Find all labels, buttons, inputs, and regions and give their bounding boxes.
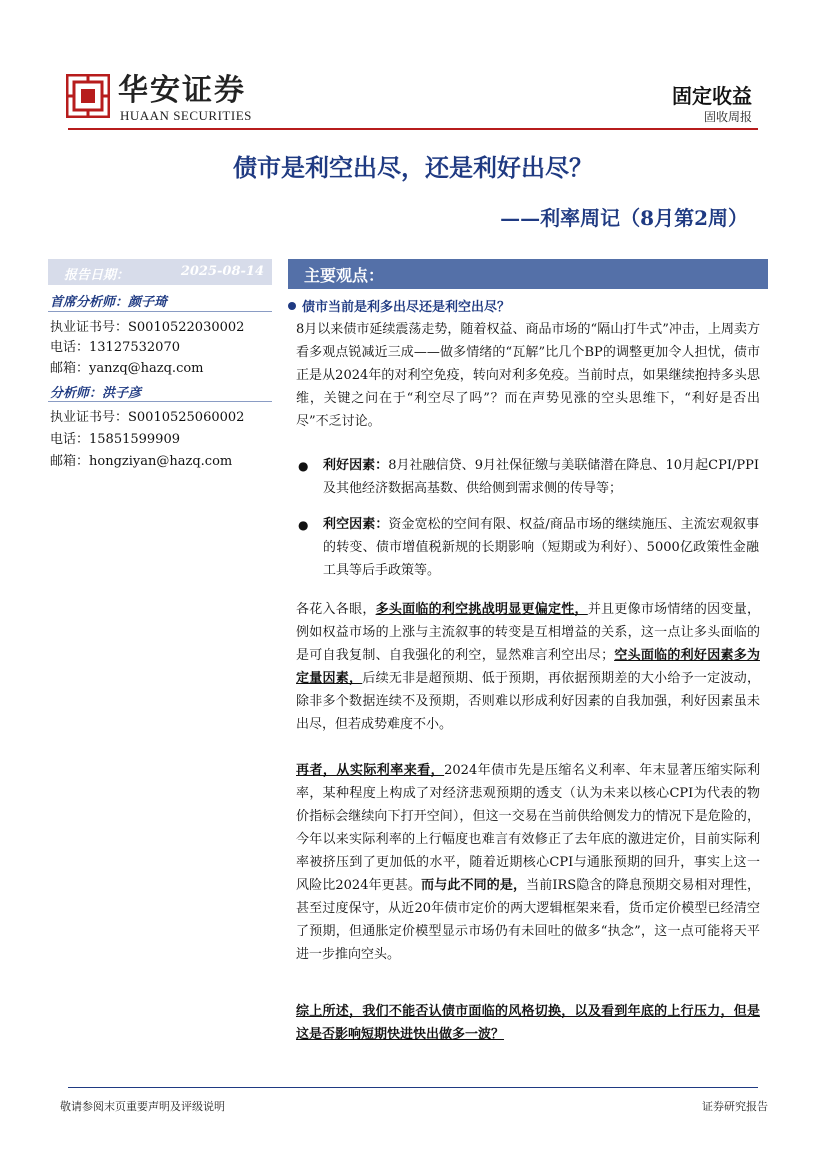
bullet-icon: ● [298,518,309,532]
p3-body-2: 当前IRS隐含的降息预期交易相对理性，甚至过度保守，从近20年债市定价的两大逻辑框架来看，货币定价模型已经清空了预期，但通胀定价模型显示市场仍有未回吐的做多“执念”，这一点可能将天平进一步推向空头。 [296,878,760,962]
bullet-icon: ● [298,459,309,473]
p2-body-2: 后续无非是超预期、低于预期，再依据预期差的大小给予一定波动，除非多个数据连续不及预期，否则难以形成利好因素的自我加强，利好因素虽未出尽，但若成势难度不小。 [296,671,760,732]
chief-analyst-name: 首席分析师：颜子琦 [50,295,168,310]
paragraph-intro: 8月以来债市延续震荡走势，随着权益、商品市场的“隔山打牛式”冲击，上周卖方看多观点锐减近三成——做多情绪的“瓦解”比几个BP的调整更加令人担忧，债市正是从2024年的对利空免疫，转向对利多免疫。当前时点，如果继续抱持多头思维，关键之问在于“利空尽了吗”？而在声势见涨的空头思维下，“利好是否出尽”不乏讨论。 [296,322,760,429]
p3-body-1: 2024年债市先是压缩名义利率、年末显著压缩实际利率，某种程度上构成了对经济悲观预期的透支（认为未来以核心CPI为代表的物价指标会继续向下打开空间），但这一交易在当前供给侧发力的情况下是危险的，今年以来实际利率的上行幅度也难言有效修正了去年底的激进定价，目前实际利率被挤压到了更加低的水平，随着近期核心CPI与通胀预期的回升，事实上这一风险比2024年更甚。 [296,763,760,893]
report-subtitle: ——利率周记（8月第2周） [500,206,748,230]
main-points-heading-bar [288,259,768,289]
bullet-bearish-factors [323,513,759,582]
analyst-phone: 电话：13127532070 [50,340,180,355]
footer-report-type: 证券研究报告 [702,1100,768,1113]
conclusion-text: 综上所述，我们不能否认债市面临的风格切换，以及看到年底的上行压力，但是这是否影响短期快进快出做多一波？ [296,1004,760,1042]
logo-mark-icon [66,74,110,118]
report-date-value: 2025-08-14 [180,264,264,279]
analyst-email[interactable]: 邮箱：hongziyan@hazq.com [50,454,233,469]
main-points-heading: 主要观点： [304,266,385,285]
p3-emphasis-1: 再者，从实际利率来看， [296,763,445,778]
analyst-phone: 电话：15851599909 [50,432,180,447]
report-date-label: 报告日期： [64,268,130,283]
p2-emphasis-2: 空头面临的利好因素多为定量因素， [296,648,760,686]
p2-lead: 各花入各眼， [296,602,376,617]
logo-english-name: HUAAN SECURITIES [120,108,252,123]
report-title: 债市是利空出尽，还是利好出尽？ [233,153,593,182]
bullish-label: 利好因素： [323,458,389,473]
paragraph-bull-bear [296,598,760,736]
p3-emphasis-2: 而与此不同的是， [421,878,527,893]
analyst-divider [48,311,272,312]
analyst-divider [48,401,272,402]
report-category: 固定收益 [672,84,752,108]
bullet-bullish-factors [323,454,759,500]
footer-disclaimer: 敬请参阅末页重要声明及评级说明 [60,1100,225,1113]
analyst-email[interactable]: 邮箱：yanzq@hazq.com [50,361,204,376]
header-divider [68,128,758,130]
footer-divider [68,1087,758,1088]
logo-chinese-name: 华安证券 [118,73,246,108]
paragraph-real-rates [296,759,760,966]
bullish-text: 8月社融信贷、9月社保征缴与美联储潜在降息、10月起CPI/PPI及其他经济数据高基数、供给侧到需求侧的传导等； [323,458,759,496]
p2-emphasis-1: 多头面临的利空挑战明显更偏定性， [375,602,588,617]
company-logo [66,74,366,124]
analyst-license: 执业证书号：S0010525060002 [50,410,245,425]
bullet-dot-icon [288,302,296,310]
key-question [288,296,510,315]
bearish-text: 资金宽松的空间有限、权益/商品市场的继续施压、主流宏观叙事的转变、债市增值税新规的长期影响（短期或为利好）、5000亿政策性金融工具等后手政策等。 [323,517,759,578]
report-date-bar [48,259,272,285]
bearish-label: 利空因素： [323,517,389,532]
analyst-license: 执业证书号：S0010522030002 [50,320,245,335]
p2-body-1: 并且更像市场情绪的因变量，例如权益市场的上涨与主流叙事的转变是互相增益的关系，这一点让多头面临的是可自我复制、自我强化的利空，显然难言利空出尽； [296,602,760,663]
key-question-text: 债市当前是利多出尽还是利空出尽？ [302,300,511,315]
analyst-name: 分析师：洪子彦 [50,386,142,401]
report-subcategory: 固收周报 [703,110,752,124]
paragraph-conclusion [296,1000,760,1046]
